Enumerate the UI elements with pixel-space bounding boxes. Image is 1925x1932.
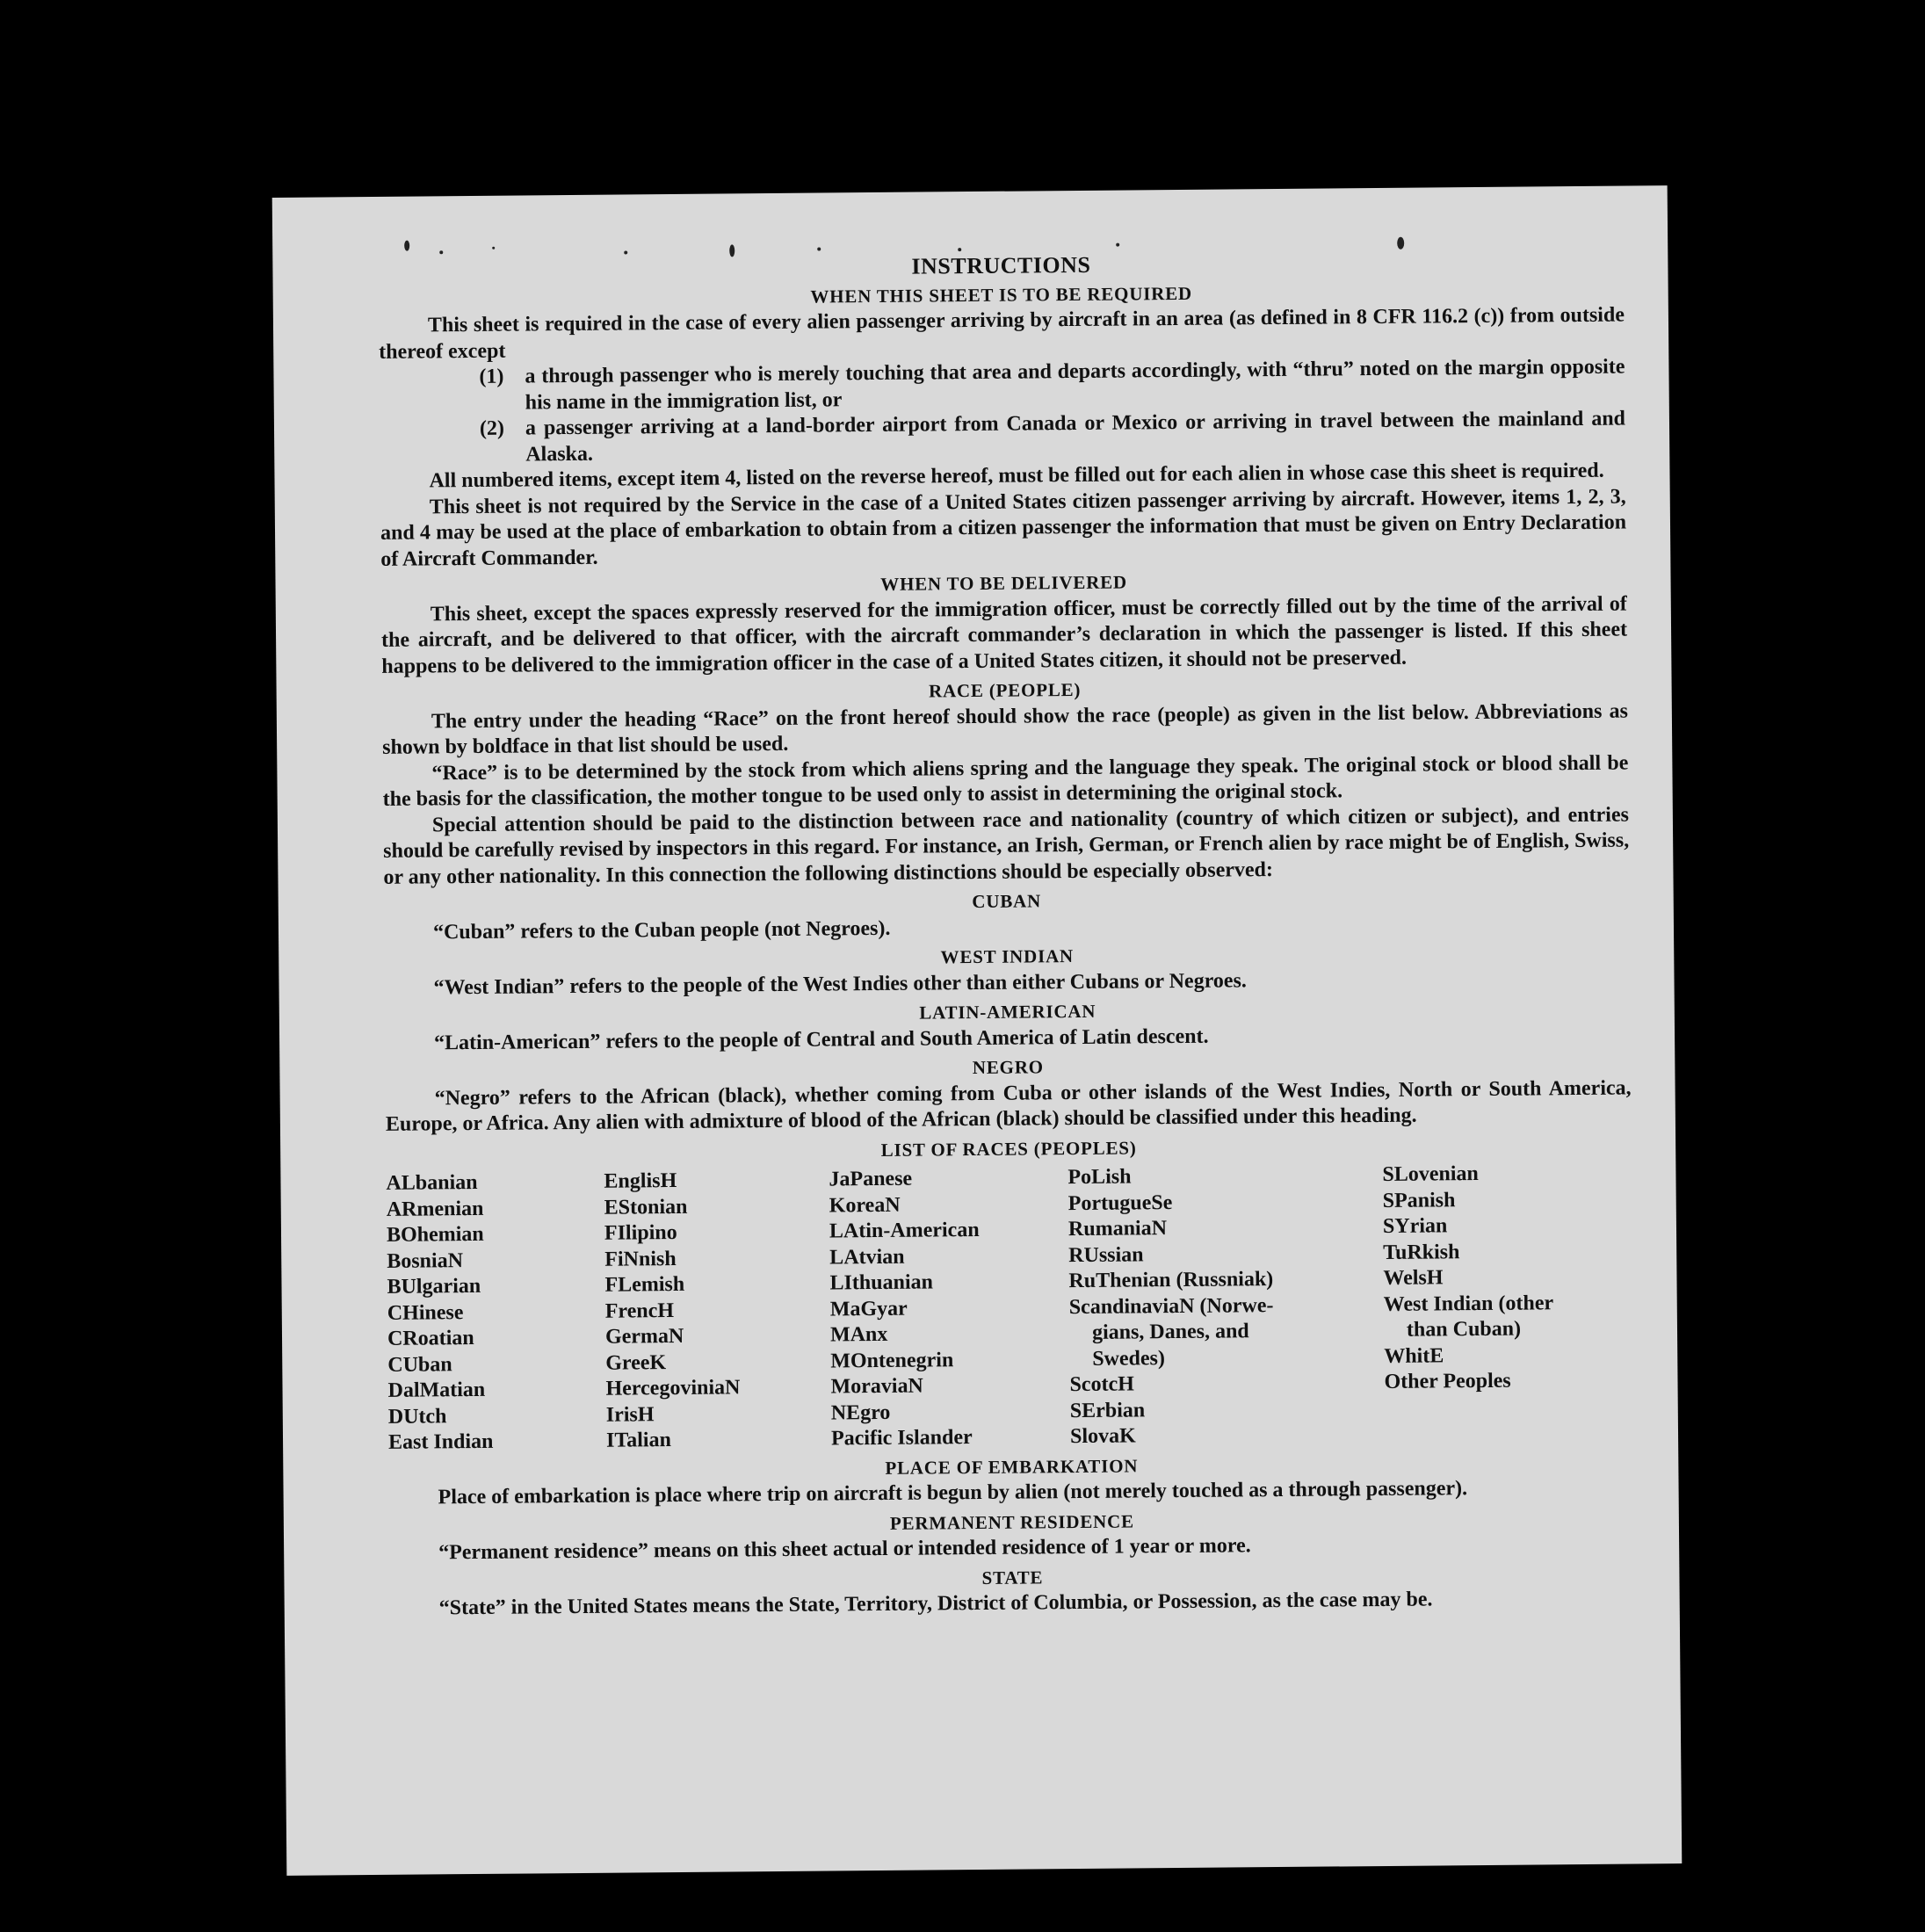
race-entry: NEgro [830,1400,891,1424]
race-entry: CHinese [387,1300,464,1325]
item-text: a through passenger who is merely touching that area and departs accordingly, with “thru” noted on the margin opposite his name in the immigration list, or [525,355,1625,414]
race-entry: BUlgarian [387,1274,481,1299]
race-entry: LAtin-American [829,1218,980,1243]
item-number: (2) [479,416,505,440]
item-number: (1) [479,365,504,388]
race-entry: WelsH [1383,1266,1444,1290]
races-column-3 [829,1165,1070,1452]
race-entry: Other Peoples [1384,1369,1511,1393]
section-heading-state: STATE [981,1566,1044,1588]
race-entry: GermaN [604,1324,684,1349]
race-entry: MOntenegrin [830,1348,954,1372]
paragraph: “Race” is to be determined by the stock from which aliens spring and the language they speak. The original stock or blood shall be the basis for the classification, the mother tongue to be used only to assist in determining the original stock. [382,751,1629,811]
race-entry: BOhemian [386,1222,484,1247]
race-entry: East Indian [387,1429,494,1454]
race-entry: than Cuban) [1406,1317,1522,1342]
section-heading-negro: NEGRO [972,1056,1044,1079]
races-column-4 [1067,1162,1385,1451]
race-entry: MoraviaN [830,1374,923,1399]
race-entry: MaGyar [829,1297,908,1321]
race-entry: ARmenian [386,1197,484,1221]
race-entry: SlovaK [1069,1424,1136,1449]
item-text: a passenger arriving at a land-border airport from Canada or Mexico or arriving in travel between the mainland and Alaska. [525,407,1626,466]
section-heading-race: RACE (PEOPLE) [928,678,1082,702]
race-entry: LIthuanian [829,1270,934,1295]
race-entry: FrencH [604,1299,675,1323]
race-entry: PortugueSe [1067,1190,1173,1215]
race-entry: FiNnish [604,1247,677,1271]
race-entry: RuThenian (Russniak) [1068,1268,1274,1293]
paragraph: Special attention should be paid to the distinction between race and nationality (country of which citizen or subject), and entries should be carefully revised by inspectors in this regard. For instance, an Irish, German, or French alien by race might be of English, Swiss, or any other nationality. In this connection the following distinctions should be especially observed: [383,803,1630,889]
race-entry: SPanish [1382,1188,1456,1212]
races-column-5 [1382,1161,1613,1448]
races-column-1 [386,1169,606,1457]
document-page [272,185,1683,1876]
race-entry: ALbanian [386,1170,478,1195]
paragraph: This sheet is required in the case of every alien passenger arriving by aircraft in an area (as defined in 8 CFR 116.2 (c)) from outside thereof except [379,303,1625,364]
race-entry: TuRkish [1383,1240,1460,1264]
section-heading-west-indian: WEST INDIAN [940,945,1075,968]
race-entry: RUssian [1068,1242,1144,1267]
section-heading-when-required: WHEN THIS SHEET IS TO BE REQUIRED [810,282,1193,308]
race-entry: EStonian [604,1195,688,1219]
race-entry: FIlipino [604,1220,677,1245]
exceptions-list [479,355,1625,468]
race-entry: West Indian (other [1383,1291,1554,1316]
section-heading-latin-american: LATIN-AMERICAN [919,1000,1096,1024]
race-entry: gians, Danes, and [1091,1320,1249,1344]
race-entry: EnglisH [604,1169,677,1193]
instructions-title: INSTRUCTIONS [911,251,1091,279]
race-entry: HercegoviniaN [605,1376,741,1400]
race-entry: MAnx [829,1322,888,1347]
paragraph: “West Indian” refers to the people of the West Indies other than either Cubans or Negroes. [433,968,1247,999]
paragraph: “Latin-American” refers to the people of Central and South America of Latin descent. [433,1024,1209,1054]
race-entry: ITalian [605,1429,671,1452]
section-heading-cuban: CUBAN [972,890,1042,913]
race-entry: KoreaN [829,1193,901,1217]
races-list [386,1161,1634,1457]
paragraph: Place of embarkation is place where trip on aircraft is begun by alien (not merely touched as a through passenger). [438,1477,1468,1509]
race-entry: FLemish [604,1272,685,1297]
races-column-2 [604,1167,831,1454]
race-entry: DalMatian [387,1378,486,1402]
race-entry: ScandinaviaN (Norwe- [1068,1293,1274,1319]
paragraph: This sheet, except the spaces expressly reserved for the immigration officer, must be correctly filled out by the time of the arrival of the aircraft, and be delivered to that officer, with the aircraft commander’s declaration in which the passenger is listed. If this sheet happens to be delivered to the immigration officer in the case of a United States citizen, it should not be preserved. [380,592,1628,678]
race-entry: WhitE [1384,1343,1444,1368]
paragraph: “Permanent residence” means on this sheet actual or intended residence of 1 year or more. [438,1534,1251,1565]
race-entry: SErbian [1069,1398,1146,1422]
race-entry: Pacific Islander [830,1426,973,1451]
paragraph: The entry under the heading “Race” on the front hereof should show the race (people) as given in the list below. Abbreviations as shown by boldface in that list should be used. [382,699,1628,759]
paragraph: “Negro” refers to the African (black), whether coming from Cuba or other islands of the West Indies, North or South America, Europe, or Africa. Any alien with admixture of blood of the African (black) should be classified under this heading. [385,1076,1632,1136]
paragraph: “State” in the United States means the State, Territory, District of Columbia, or Possession, as the case may be. [438,1588,1433,1620]
race-entry: BosniaN [387,1248,464,1273]
race-entry: Swedes) [1092,1346,1166,1371]
race-entry: JaPanese [829,1167,913,1191]
race-entry: SLovenian [1382,1162,1479,1186]
race-entry: DUtch [387,1404,447,1429]
race-entry: ScotcH [1069,1372,1134,1397]
race-entry: RumaniaN [1067,1217,1168,1241]
race-entry: SYrian [1382,1214,1448,1238]
race-entry: CUban [387,1352,452,1377]
race-entry: LAtvian [829,1245,905,1269]
paragraph: This sheet is not required by the Service in the case of a United States citizen passenger arriving by aircraft. However, items 1, 2, 3, and 4 may be used at the place of embarkation to obtain from a citizen passenger the information that must be given on Entry Declaration of Aircraft Commander. [380,485,1627,571]
paragraph: All numbered items, except item 4, listed on the reverse hereof, must be filled out for each alien in whose case this sheet is required. [429,459,1604,493]
section-heading-list-of-races: LIST OF RACES (PEOPLES) [880,1136,1137,1161]
section-heading-embarkation: PLACE OF EMBARKATION [885,1454,1139,1479]
race-entry: IrisH [605,1402,655,1427]
section-heading-permanent-residence: PERMANENT RESIDENCE [889,1509,1134,1534]
race-entry: PoLish [1067,1165,1132,1190]
race-entry: GreeK [605,1350,667,1375]
section-heading-when-delivered: WHEN TO BE DELIVERED [880,571,1128,595]
race-entry: CRoatian [387,1327,474,1350]
paragraph: “Cuban” refers to the Cuban people (not Negroes). [432,916,891,944]
